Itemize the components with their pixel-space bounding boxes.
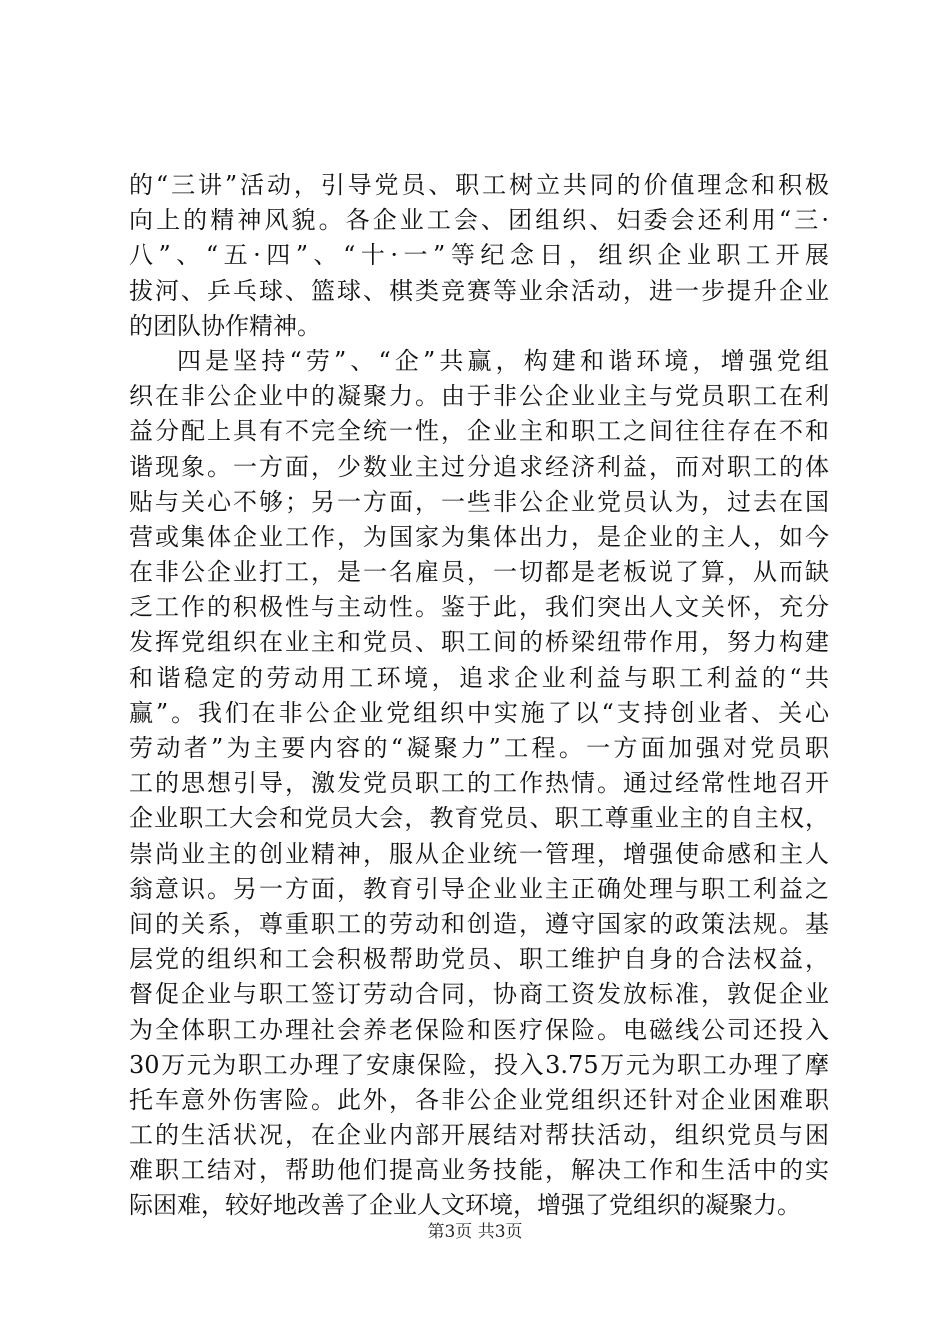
text-line: 工的思想引导，激发党员职工的工作热情。通过经常性地召开 [129, 769, 829, 798]
text-line: 发挥党组织在业主和党员、职工间的桥梁纽带作用，努力构建 [129, 628, 829, 657]
text-line: 层党的组织和工会积极帮助党员、职工维护自身的合法权益， [129, 945, 829, 974]
text-line: 益分配上具有不完全统一性，企业主和职工之间往往存在不和 [129, 417, 829, 446]
text-line: 崇尚业主的创业精神，服从企业统一管理，增强使命感和主人 [129, 839, 829, 868]
text-line: 劳动者”为主要内容的“凝聚力”工程。一方面加强对党员职 [129, 734, 829, 762]
document-body [129, 168, 829, 1224]
paragraph-1 [129, 168, 829, 344]
text-line: 八”、“五·四”、“十·一”等纪念日，组织企业职工开展 [129, 241, 829, 270]
text-line: 30万元为职工办理了安康保险，投入3.75万元为职工办理了摩 [129, 1050, 829, 1079]
text-line: 拔河、乒乓球、篮球、棋类竞赛等业余活动，进一步提升企业 [129, 276, 829, 305]
paragraph-2 [129, 344, 829, 1224]
text-line: 和谐稳定的劳动用工环境，追求企业利益与职工利益的“共 [129, 663, 829, 692]
text-line: 在非公企业打工，是一名雇员，一切都是老板说了算，从而缺 [129, 558, 829, 587]
text-line: 营或集体企业工作，为国家为集体出力，是企业的主人，如今 [129, 522, 829, 551]
text-line: 四是坚持“劳”、“企”共赢，构建和谐环境，增强党组 [177, 346, 829, 375]
text-line: 贴与关心不够；另一方面，一些非公企业党员认为，过去在国 [129, 487, 829, 516]
text-line: 织在非公企业中的凝聚力。由于非公企业业主与党员职工在利 [129, 382, 829, 411]
text-line: 翁意识。另一方面，教育引导企业业主正确处理与职工利益之 [129, 874, 829, 903]
text-line: 的“三讲”活动，引导党员、职工树立共同的价值理念和积极 [129, 171, 829, 199]
text-line: 督促企业与职工签订劳动合同，协商工资发放标准，敦促企业 [129, 980, 829, 1009]
text-line: 为全体职工办理社会养老保险和医疗保险。电磁线公司还投入 [129, 1015, 829, 1044]
text-line: 工的生活状况，在企业内部开展结对帮扶活动，组织党员与困 [129, 1121, 829, 1150]
text-line: 托车意外伤害险。此外，各非公企业党组织还针对企业困难职 [129, 1085, 829, 1114]
text-line: 赢”。我们在非公企业党组织中实施了以“支持创业者、关心 [129, 698, 829, 727]
text-line: 际困难，较好地改善了企业人文环境，增强了党组织的凝聚力。 [129, 1191, 801, 1220]
text-line: 乏工作的积极性与主动性。鉴于此，我们突出人文关怀，充分 [129, 593, 829, 622]
text-line: 的团队协作精神。 [129, 311, 321, 340]
text-line: 间的关系，尊重职工的劳动和创造，遵守国家的政策法规。基 [129, 909, 829, 938]
text-line: 向上的精神风貌。各企业工会、团组织、妇委会还利用“三· [129, 206, 829, 235]
text-line: 企业职工大会和党员大会，教育党员、职工尊重业主的自主权， [129, 804, 829, 833]
text-line: 难职工结对，帮助他们提高业务技能，解决工作和生活中的实 [129, 1156, 829, 1185]
text-line: 谐现象。一方面，少数业主过分追求经济利益，而对职工的体 [129, 452, 829, 481]
page-number-footer: 第3页 共3页 [427, 1222, 523, 1242]
